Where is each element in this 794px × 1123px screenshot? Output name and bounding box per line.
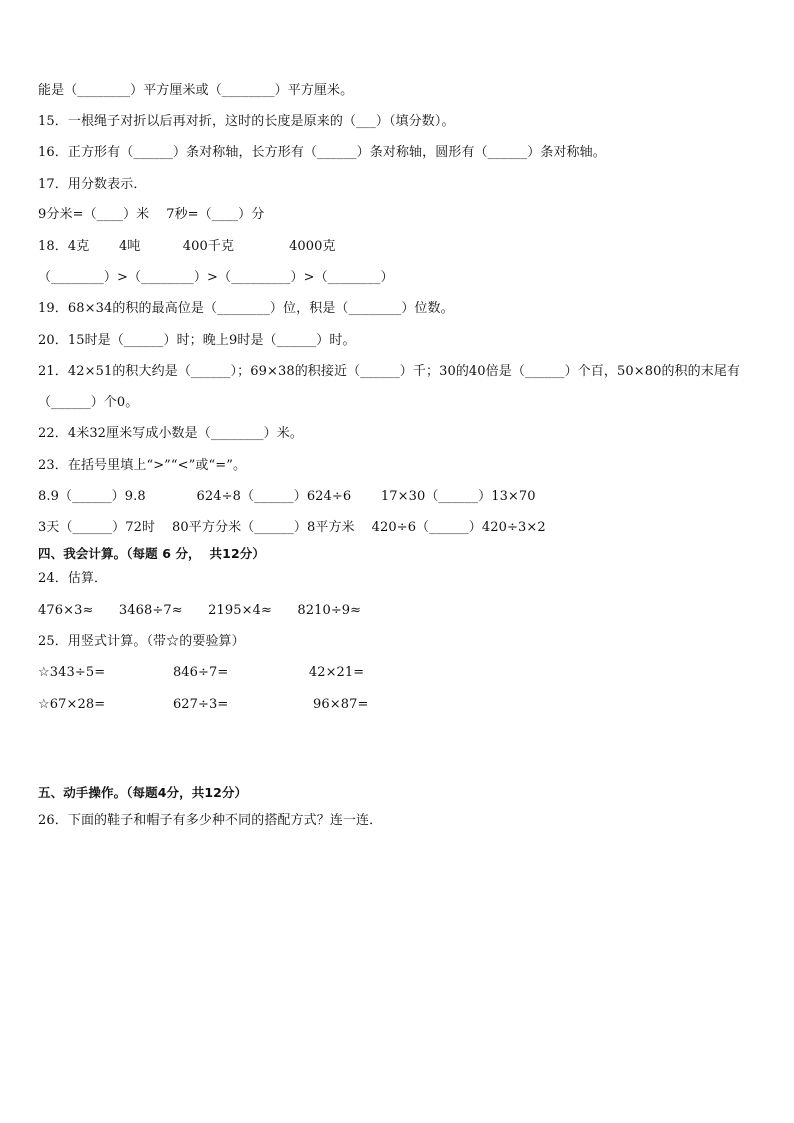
q18-order: （________）>（________）>（_________）>（________） <box>38 270 394 285</box>
q19: 19．68×34的积的最高位是（________）位，积是（________）位数。 <box>38 301 454 316</box>
q24-items: 476×3≈ 3468÷7≈ 2195×4≈ 8210÷9≈ <box>38 603 362 618</box>
q25-row2: ☆67×28= 627÷3= 96×87= <box>38 697 369 712</box>
q16: 16．正方形有（______）条对称轴，长方形有（______）条对称轴，圆形有（______）条对称轴。 <box>38 145 606 160</box>
q20: 20．15时是（______）时；晚上9时是（______）时。 <box>38 333 356 348</box>
q18: 18．4克 4吨 400千克 4000克 <box>38 239 336 254</box>
section-5-heading: 五、动手操作。（每题4分，共12分） <box>38 785 248 800</box>
q22: 22．4米32厘米写成小数是（________）米。 <box>38 426 303 441</box>
q17-items: 9分米=（____）米 7秒=（____）分 <box>38 207 265 222</box>
section-4-heading: 四、我会计算。（每题 6 分， 共12分） <box>38 546 265 561</box>
q25: 25．用竖式计算。（带☆的要验算） <box>38 634 245 649</box>
q14-continued: 能是（________）平方厘米或（________）平方厘米。 <box>38 83 354 98</box>
q21-continued: （______）个0。 <box>38 395 139 410</box>
q24: 24．估算． <box>38 571 108 586</box>
q23: 23．在括号里填上“>”“<”或“=”。 <box>38 458 247 473</box>
q17: 17．用分数表示． <box>38 177 147 192</box>
q26: 26．下面的鞋子和帽子有多少种不同的搭配方式？连一连． <box>38 813 383 828</box>
q23-row2: 3天（______）72时 80平方分米（______）8平方米 420÷6（______）420÷3×2 <box>38 520 546 535</box>
q15: 15．一根绳子对折以后再对折，这时的长度是原来的（___）（填分数）。 <box>38 114 455 129</box>
q25-row1: ☆343÷5= 846÷7= 42×21= <box>38 665 365 680</box>
q23-row1: 8.9（______）9.8 624÷8（______）624÷6 17×30（______）13×70 <box>38 489 536 504</box>
q21: 21．42×51的积大约是（______）；69×38的积接近（______）千；30的40倍是（______）个百，50×80的积的末尾有 <box>38 364 741 379</box>
